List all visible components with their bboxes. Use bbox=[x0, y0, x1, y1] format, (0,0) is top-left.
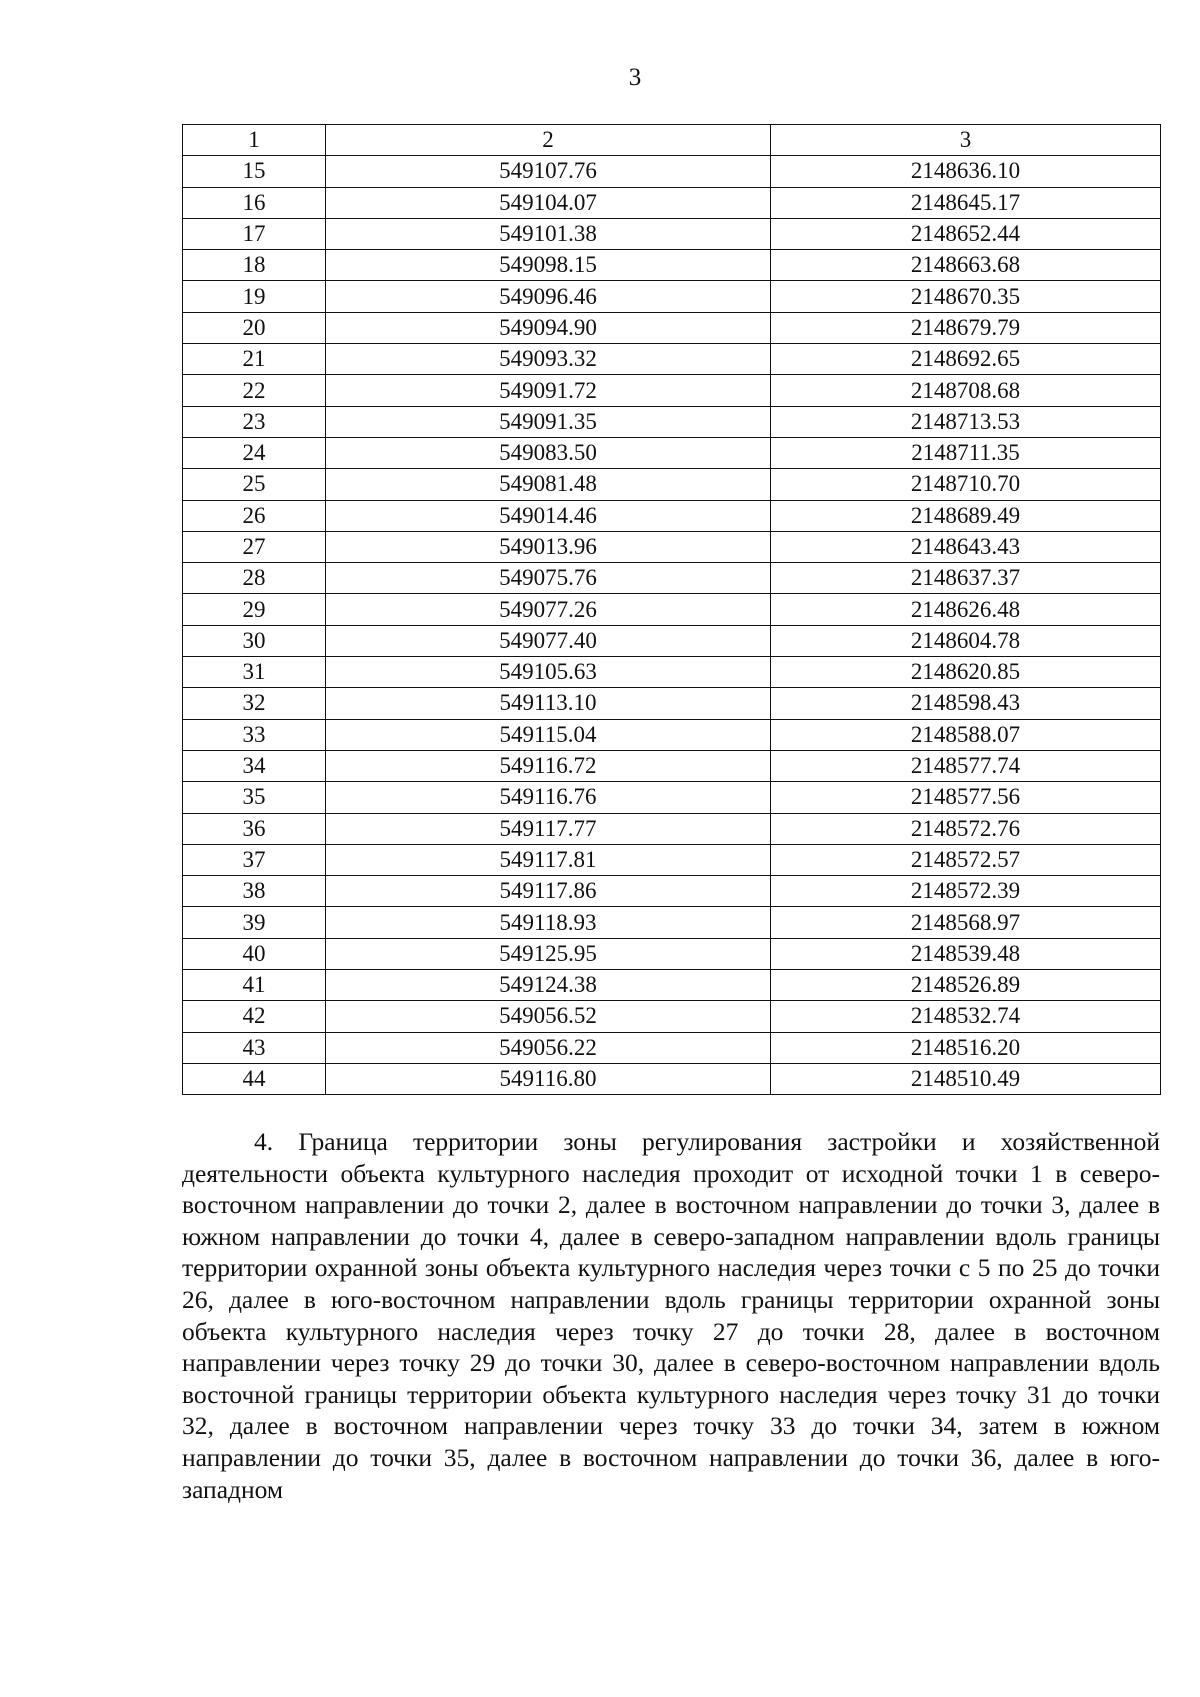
point-number-cell: 17 bbox=[183, 218, 326, 249]
table-row bbox=[183, 594, 1161, 625]
table-row bbox=[183, 657, 1161, 688]
x-coordinate-cell: 549091.35 bbox=[326, 406, 771, 437]
x-coordinate-cell: 549107.76 bbox=[326, 156, 771, 187]
point-number-cell: 30 bbox=[183, 625, 326, 656]
point-number-cell: 31 bbox=[183, 657, 326, 688]
x-coordinate-cell: 549098.15 bbox=[326, 250, 771, 281]
table-row bbox=[183, 907, 1161, 938]
y-coordinate-cell: 2148710.70 bbox=[771, 469, 1161, 500]
table-row bbox=[183, 688, 1161, 719]
y-coordinate-cell: 2148532.74 bbox=[771, 1001, 1161, 1032]
x-coordinate-cell: 549096.46 bbox=[326, 281, 771, 312]
table-row bbox=[183, 1032, 1161, 1063]
table-row bbox=[183, 250, 1161, 281]
y-coordinate-cell: 2148636.10 bbox=[771, 156, 1161, 187]
point-number-cell: 29 bbox=[183, 594, 326, 625]
y-coordinate-cell: 2148588.07 bbox=[771, 719, 1161, 750]
x-coordinate-cell: 549077.26 bbox=[326, 594, 771, 625]
table-body bbox=[183, 156, 1161, 1095]
y-coordinate-cell: 2148626.48 bbox=[771, 594, 1161, 625]
point-number-cell: 41 bbox=[183, 970, 326, 1001]
point-number-cell: 20 bbox=[183, 312, 326, 343]
point-number-cell: 40 bbox=[183, 938, 326, 969]
table-row bbox=[183, 187, 1161, 218]
table-row bbox=[183, 281, 1161, 312]
table-row bbox=[183, 970, 1161, 1001]
x-coordinate-cell: 549105.63 bbox=[326, 657, 771, 688]
column-header-y: 3 bbox=[771, 125, 1161, 156]
table-header-row bbox=[183, 125, 1161, 156]
point-number-cell: 18 bbox=[183, 250, 326, 281]
table-row bbox=[183, 375, 1161, 406]
x-coordinate-cell: 549077.40 bbox=[326, 625, 771, 656]
table-row bbox=[183, 719, 1161, 750]
y-coordinate-cell: 2148670.35 bbox=[771, 281, 1161, 312]
point-number-cell: 33 bbox=[183, 719, 326, 750]
x-coordinate-cell: 549101.38 bbox=[326, 218, 771, 249]
y-coordinate-cell: 2148516.20 bbox=[771, 1032, 1161, 1063]
y-coordinate-cell: 2148708.68 bbox=[771, 375, 1161, 406]
y-coordinate-cell: 2148692.65 bbox=[771, 344, 1161, 375]
x-coordinate-cell: 549116.76 bbox=[326, 782, 771, 813]
point-number-cell: 23 bbox=[183, 406, 326, 437]
y-coordinate-cell: 2148652.44 bbox=[771, 218, 1161, 249]
point-number-cell: 39 bbox=[183, 907, 326, 938]
y-coordinate-cell: 2148572.76 bbox=[771, 813, 1161, 844]
x-coordinate-cell: 549117.81 bbox=[326, 844, 771, 875]
point-number-cell: 16 bbox=[183, 187, 326, 218]
y-coordinate-cell: 2148711.35 bbox=[771, 437, 1161, 468]
point-number-cell: 35 bbox=[183, 782, 326, 813]
y-coordinate-cell: 2148568.97 bbox=[771, 907, 1161, 938]
x-coordinate-cell: 549091.72 bbox=[326, 375, 771, 406]
y-coordinate-cell: 2148643.43 bbox=[771, 531, 1161, 562]
y-coordinate-cell: 2148539.48 bbox=[771, 938, 1161, 969]
table-row bbox=[183, 469, 1161, 500]
point-number-cell: 32 bbox=[183, 688, 326, 719]
table-row bbox=[183, 344, 1161, 375]
x-coordinate-cell: 549117.77 bbox=[326, 813, 771, 844]
point-number-cell: 37 bbox=[183, 844, 326, 875]
point-number-cell: 34 bbox=[183, 750, 326, 781]
table-row bbox=[183, 1001, 1161, 1032]
y-coordinate-cell: 2148572.57 bbox=[771, 844, 1161, 875]
x-coordinate-cell: 549117.86 bbox=[326, 876, 771, 907]
point-number-cell: 28 bbox=[183, 563, 326, 594]
y-coordinate-cell: 2148577.74 bbox=[771, 750, 1161, 781]
x-coordinate-cell: 549116.80 bbox=[326, 1063, 771, 1094]
table-row bbox=[183, 406, 1161, 437]
x-coordinate-cell: 549116.72 bbox=[326, 750, 771, 781]
table-row bbox=[183, 1063, 1161, 1094]
x-coordinate-cell: 549104.07 bbox=[326, 187, 771, 218]
point-number-cell: 21 bbox=[183, 344, 326, 375]
x-coordinate-cell: 549118.93 bbox=[326, 907, 771, 938]
point-number-cell: 26 bbox=[183, 500, 326, 531]
table-row bbox=[183, 563, 1161, 594]
x-coordinate-cell: 549013.96 bbox=[326, 531, 771, 562]
point-number-cell: 44 bbox=[183, 1063, 326, 1094]
table-row bbox=[183, 876, 1161, 907]
x-coordinate-cell: 549083.50 bbox=[326, 437, 771, 468]
point-number-cell: 25 bbox=[183, 469, 326, 500]
y-coordinate-cell: 2148526.89 bbox=[771, 970, 1161, 1001]
table-row bbox=[183, 156, 1161, 187]
y-coordinate-cell: 2148572.39 bbox=[771, 876, 1161, 907]
y-coordinate-cell: 2148604.78 bbox=[771, 625, 1161, 656]
x-coordinate-cell: 549113.10 bbox=[326, 688, 771, 719]
column-header-x: 2 bbox=[326, 125, 771, 156]
y-coordinate-cell: 2148689.49 bbox=[771, 500, 1161, 531]
x-coordinate-cell: 549081.48 bbox=[326, 469, 771, 500]
point-number-cell: 27 bbox=[183, 531, 326, 562]
table-row bbox=[183, 844, 1161, 875]
x-coordinate-cell: 549125.95 bbox=[326, 938, 771, 969]
x-coordinate-cell: 549056.22 bbox=[326, 1032, 771, 1063]
table-row bbox=[183, 312, 1161, 343]
table-row bbox=[183, 531, 1161, 562]
table-row bbox=[183, 437, 1161, 468]
x-coordinate-cell: 549124.38 bbox=[326, 970, 771, 1001]
coordinates-table bbox=[182, 124, 1161, 1095]
point-number-cell: 15 bbox=[183, 156, 326, 187]
x-coordinate-cell: 549075.76 bbox=[326, 563, 771, 594]
point-number-cell: 22 bbox=[183, 375, 326, 406]
x-coordinate-cell: 549093.32 bbox=[326, 344, 771, 375]
y-coordinate-cell: 2148713.53 bbox=[771, 406, 1161, 437]
x-coordinate-cell: 549094.90 bbox=[326, 312, 771, 343]
x-coordinate-cell: 549056.52 bbox=[326, 1001, 771, 1032]
y-coordinate-cell: 2148645.17 bbox=[771, 187, 1161, 218]
point-number-cell: 42 bbox=[183, 1001, 326, 1032]
table-row bbox=[183, 218, 1161, 249]
y-coordinate-cell: 2148577.56 bbox=[771, 782, 1161, 813]
table-row bbox=[183, 625, 1161, 656]
point-number-cell: 38 bbox=[183, 876, 326, 907]
table-row bbox=[183, 782, 1161, 813]
column-header-point: 1 bbox=[183, 125, 326, 156]
boundary-description-paragraph: 4. Граница территории зоны регулирования застройки и хозяйственной деятельности объекта культурного наследия проходит от исходной точки 1 в северо-восточном направлении до точки 2, далее в восточном направлении до точки 3, далее в южном направлении до точки 4, далее в северо-западном направлении вдоль границы территории охранной зоны объекта культурного наследия через точки с 5 по 25 до точки 26, далее в юго-восточном направлении вдоль границы территории охранной зоны объекта культурного наследия через точку 27 до точки 28, далее в восточном направлении через точку 29 до точки 30, далее в северо-восточном направлении вдоль восточной границы территории объекта культурного наследия через точку 31 до точки 32, далее в восточном направлении через точку 33 до точки 34, затем в южном направлении до точки 35, далее в восточном направлении до точки 36, далее в юго-западном bbox=[182, 1127, 1160, 1504]
y-coordinate-cell: 2148620.85 bbox=[771, 657, 1161, 688]
point-number-cell: 19 bbox=[183, 281, 326, 312]
y-coordinate-cell: 2148598.43 bbox=[771, 688, 1161, 719]
y-coordinate-cell: 2148510.49 bbox=[771, 1063, 1161, 1094]
point-number-cell: 36 bbox=[183, 813, 326, 844]
table-row bbox=[183, 938, 1161, 969]
table-row bbox=[183, 500, 1161, 531]
x-coordinate-cell: 549014.46 bbox=[326, 500, 771, 531]
page-number: 3 bbox=[628, 64, 642, 91]
table-row bbox=[183, 813, 1161, 844]
point-number-cell: 43 bbox=[183, 1032, 326, 1063]
y-coordinate-cell: 2148679.79 bbox=[771, 312, 1161, 343]
point-number-cell: 24 bbox=[183, 437, 326, 468]
table-row bbox=[183, 750, 1161, 781]
y-coordinate-cell: 2148663.68 bbox=[771, 250, 1161, 281]
y-coordinate-cell: 2148637.37 bbox=[771, 563, 1161, 594]
x-coordinate-cell: 549115.04 bbox=[326, 719, 771, 750]
